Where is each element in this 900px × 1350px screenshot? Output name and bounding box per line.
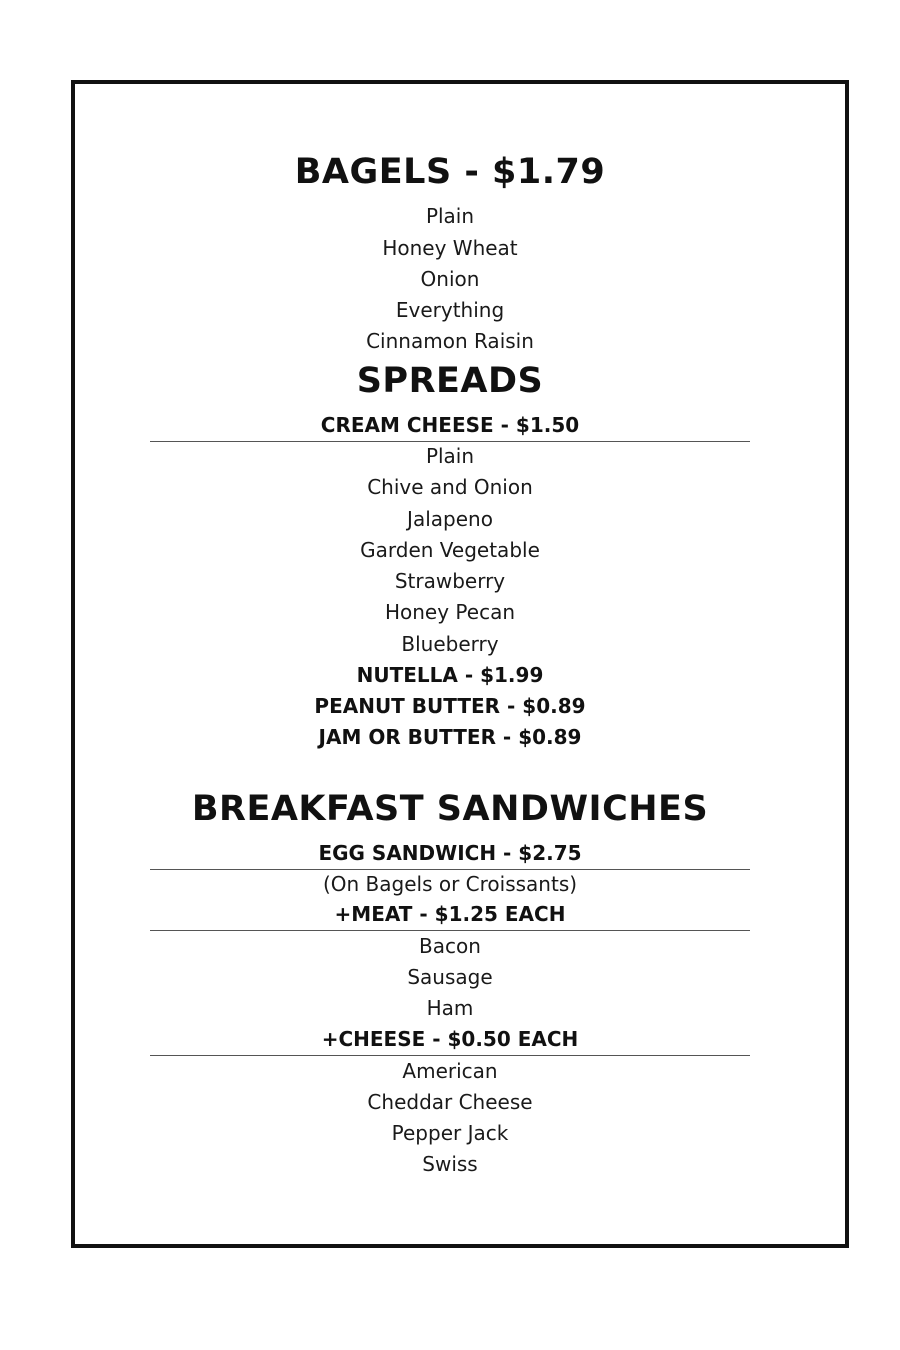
peanut-butter-label: PEANUT BUTTER - $0.89 [314,694,586,718]
cheese-item: American [402,1059,498,1083]
cream-cheese-label: CREAM CHEESE - $1.50 [320,413,580,437]
bagel-item: Onion [420,267,480,291]
cream-cheese-item: Garden Vegetable [360,538,540,562]
cream-cheese-item: Honey Pecan [384,600,516,624]
meat-label: +MEAT - $1.25 EACH [334,902,566,926]
egg-sandwich-label: EGG SANDWICH - $2.75 [318,841,582,865]
bagels-heading: BAGELS - $1.79 [294,152,606,192]
bagel-item: Everything [395,298,505,322]
cheese-item: Pepper Jack [391,1121,509,1145]
jam-or-butter-label: JAM OR BUTTER - $0.89 [318,725,582,749]
bagel-item: Cinnamon Raisin [366,329,534,353]
meat-item: Ham [426,996,474,1020]
breakfast-sandwiches-heading: BREAKFAST SANDWICHES [191,789,709,829]
spreads-heading: SPREADS [356,361,544,401]
cream-cheese-item: Strawberry [394,569,506,593]
cheese-label: +CHEESE - $0.50 EACH [321,1027,579,1051]
cheese-item: Cheddar Cheese [367,1090,533,1114]
divider [150,441,750,442]
nutella-label: NUTELLA - $1.99 [356,663,544,687]
bagel-item: Honey Wheat [382,236,518,260]
meat-item: Sausage [407,965,493,989]
egg-sandwich-note: (On Bagels or Croissants) [322,872,578,896]
bagel-item: Plain [425,204,475,228]
divider [150,869,750,870]
cream-cheese-item: Blueberry [401,632,499,656]
cream-cheese-item: Chive and Onion [367,475,533,499]
cream-cheese-item: Jalapeno [407,507,493,531]
cheese-item: Swiss [422,1152,478,1176]
divider [150,930,750,931]
divider [150,1055,750,1056]
cream-cheese-item: Plain [425,444,475,468]
meat-item: Bacon [419,934,481,958]
